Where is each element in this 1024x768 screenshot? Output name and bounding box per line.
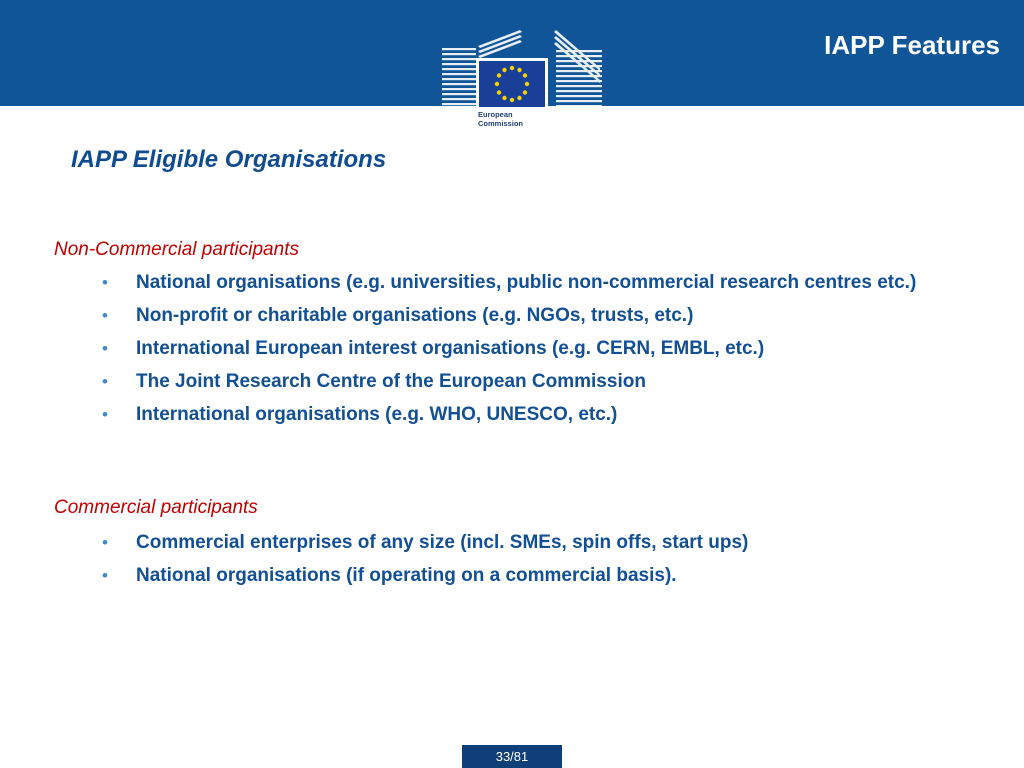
list-item-text: Non-profit or charitable organisations (e.g. NGOs, trusts, etc.)	[136, 305, 694, 326]
list-item	[100, 369, 960, 394]
section-heading-non-commercial: Non-Commercial participants	[54, 239, 299, 260]
list-item	[100, 530, 960, 555]
bullet-icon: •	[102, 273, 108, 292]
list-item-text: International European interest organisations (e.g. CERN, EMBL, etc.)	[136, 338, 765, 359]
list-item-text: Commercial enterprises of any size (incl. SMEs, spin offs, start ups)	[136, 532, 749, 553]
slide-title: IAPP Eligible Organisations	[71, 146, 387, 173]
list-item-text: International organisations (e.g. WHO, UNESCO, etc.)	[136, 404, 618, 425]
list-item	[100, 270, 960, 295]
logo-label-line1: European	[478, 110, 513, 119]
non-commercial-list	[100, 270, 960, 427]
bullet-icon: •	[102, 339, 108, 358]
list-item	[100, 336, 960, 361]
list-item	[100, 303, 960, 328]
list-item-text: The Joint Research Centre of the European Commission	[136, 371, 646, 392]
bullet-icon: •	[102, 306, 108, 325]
bullet-icon: •	[102, 372, 108, 391]
list-item	[100, 563, 960, 588]
list-item-text: National organisations (e.g. universities, public non-commercial research centres etc.)	[136, 272, 917, 293]
bullet-icon: •	[102, 566, 108, 585]
list-item	[100, 402, 960, 427]
section-heading-commercial: Commercial participants	[54, 497, 258, 518]
bullet-icon: •	[102, 405, 108, 424]
bullet-icon: •	[102, 533, 108, 552]
list-item-text: National organisations (if operating on a commercial basis).	[136, 565, 677, 586]
commercial-list	[100, 530, 960, 588]
page-number-badge: 33/81	[462, 745, 562, 768]
header-title: IAPP Features	[824, 30, 1000, 60]
logo-label-line2: Commission	[478, 119, 524, 128]
european-commission-wordmark	[478, 110, 548, 128]
